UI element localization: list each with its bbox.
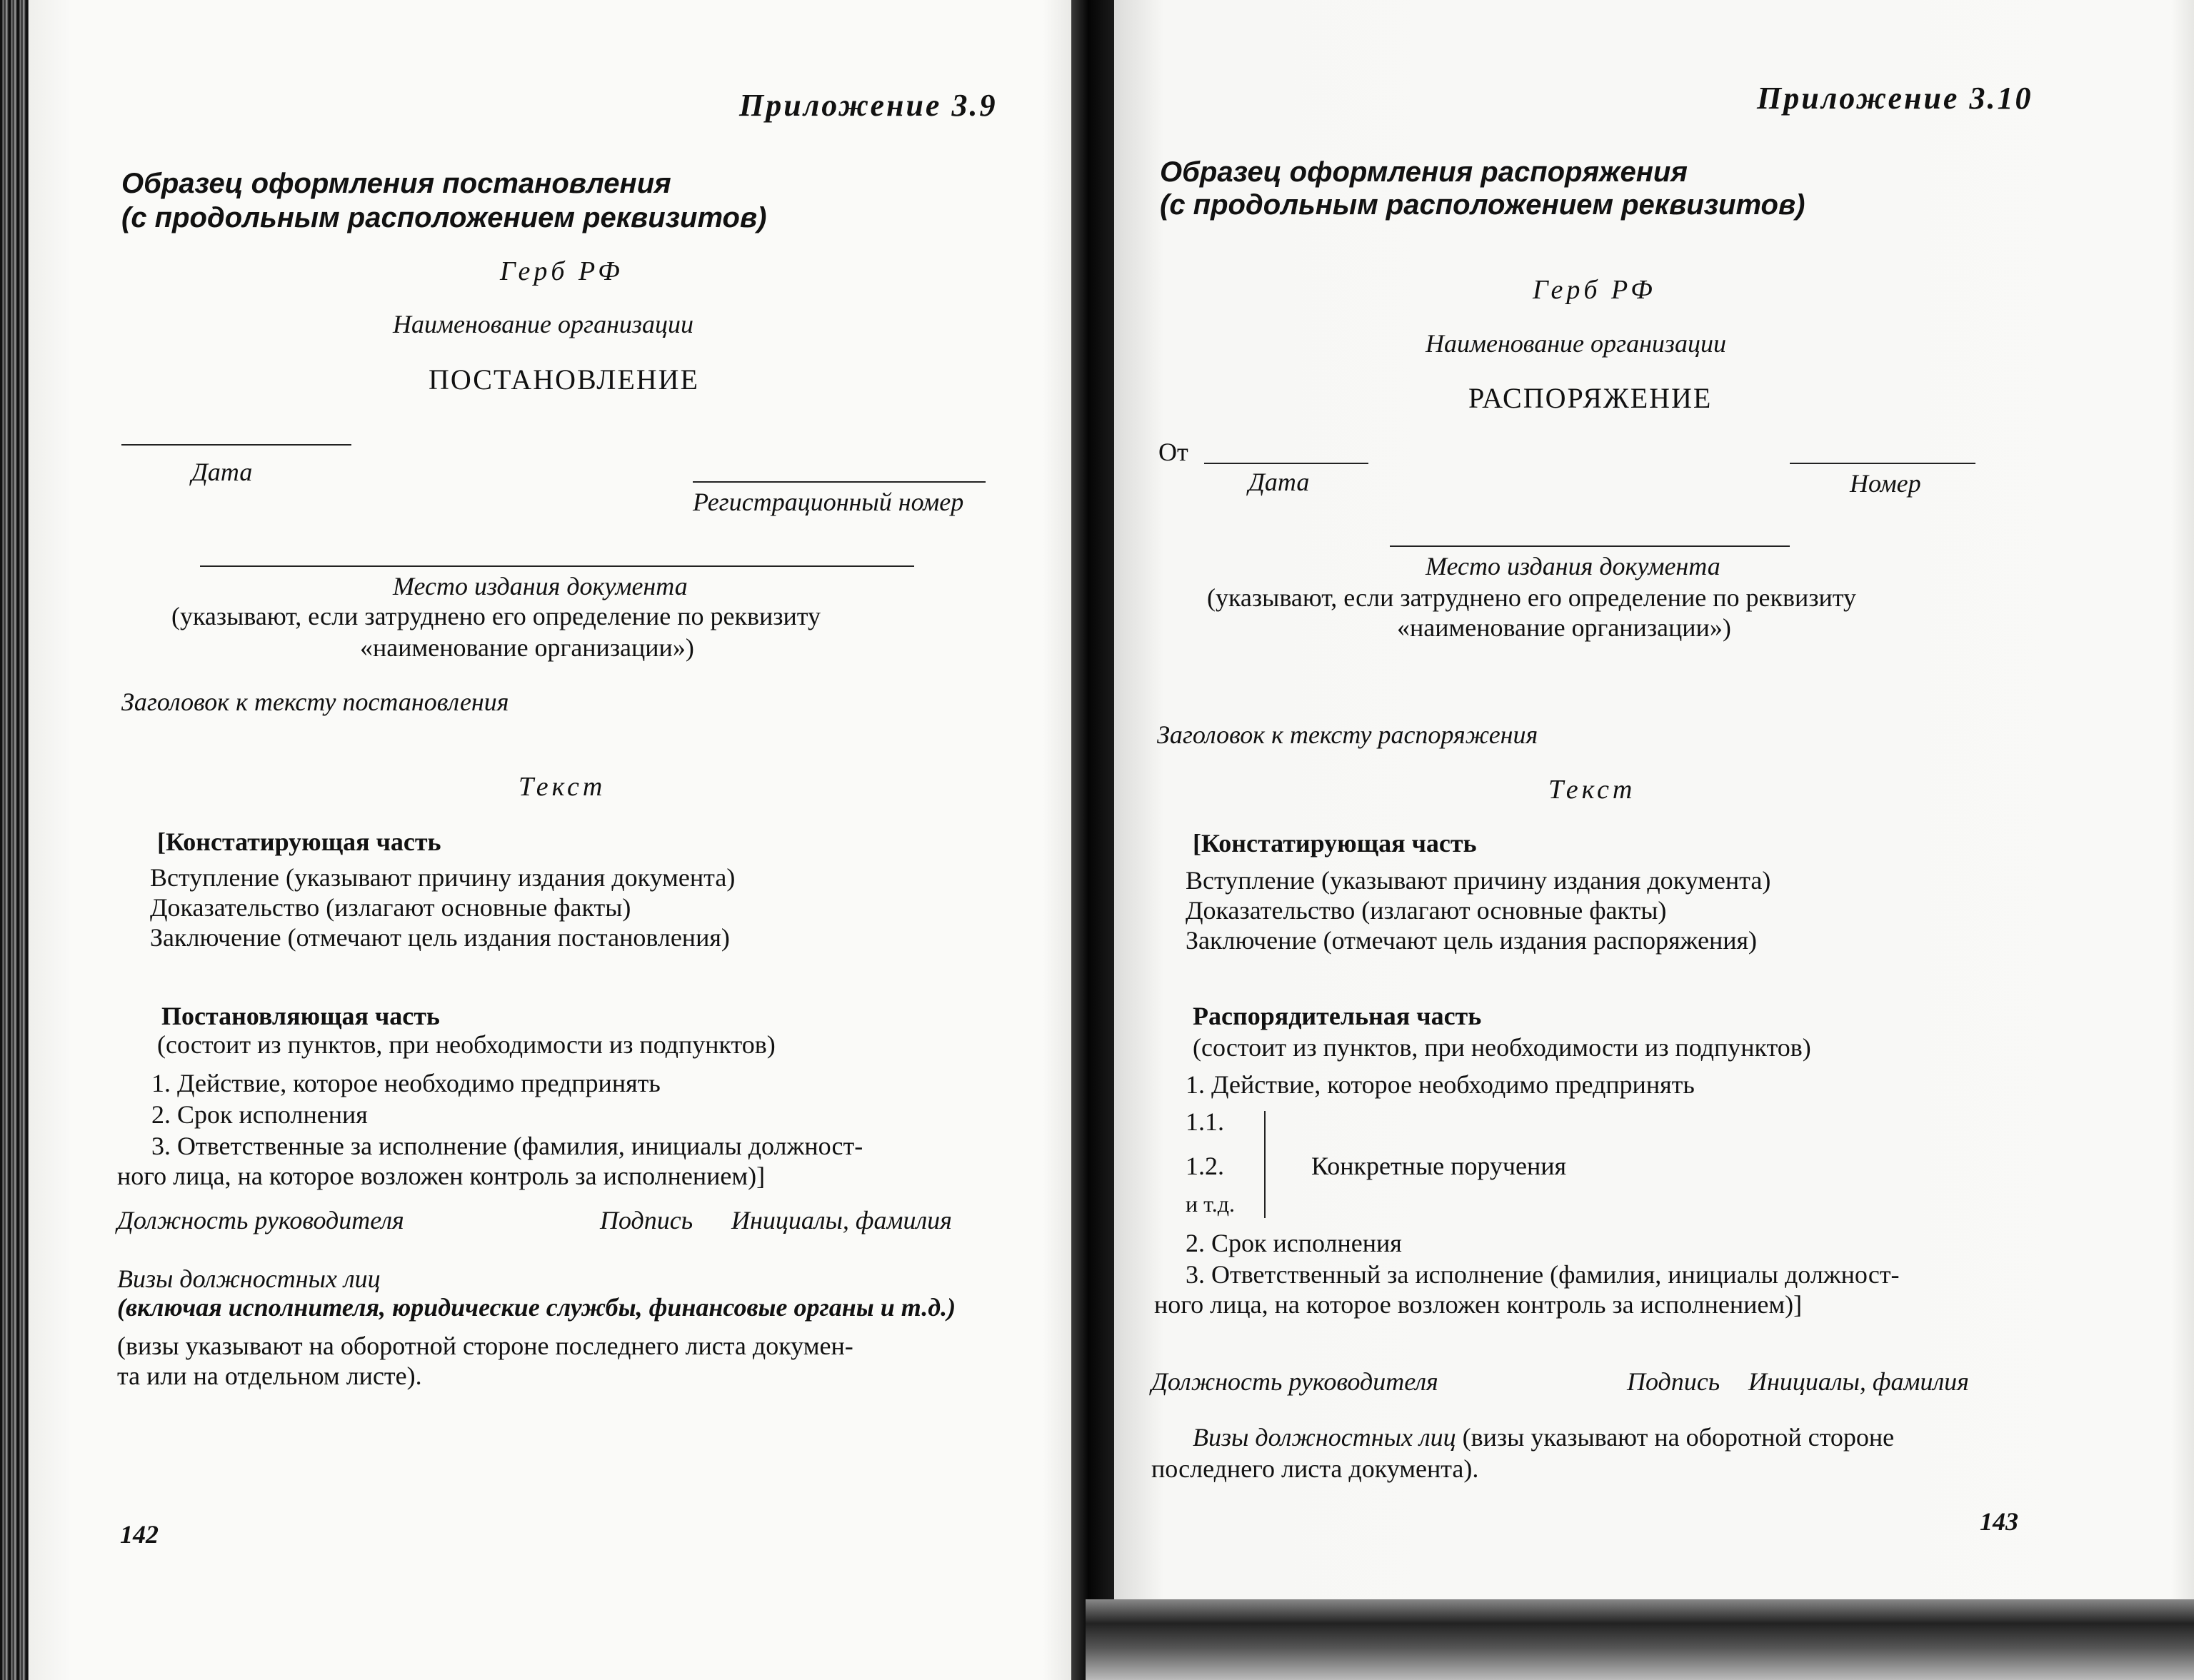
operative-line: 3. Ответственные за исполнение (фамилия, инициалы должност- [151, 1132, 863, 1160]
page-142 [29, 0, 1071, 1680]
item-1: 1. Действие, которое необходимо предпринять [1186, 1070, 1695, 1099]
operative-part-title: Постановляющая часть [161, 1002, 440, 1030]
emblem-label: Герб РФ [500, 256, 623, 286]
specific-orders: Конкретные поручения [1311, 1152, 1567, 1180]
operative-line: 1. Действие, которое необходимо предпринять [151, 1069, 661, 1097]
place-note-line2: «наименование организации») [1397, 613, 1731, 642]
visas-line1: Визы должностных лиц [117, 1264, 381, 1293]
signature-label: Подпись [600, 1206, 693, 1234]
operative-line: 2. Срок исполнения [151, 1100, 368, 1129]
from-label: От [1158, 438, 1188, 466]
document-type: РАСПОРЯЖЕНИЕ [1468, 382, 1713, 414]
sub-item: и т.д. [1186, 1191, 1235, 1217]
title-label: Заголовок к тексту распоряжения [1157, 720, 1538, 749]
stating-line: Доказательство (излагают основные факты) [150, 893, 631, 922]
operative-intro: (состоит из пунктов, при необходимости из подпунктов) [1193, 1033, 1811, 1062]
visas-note-line1: (визы указывают на оборотной стороне [1456, 1423, 1895, 1452]
item-2: 2. Срок исполнения [1186, 1229, 1402, 1257]
text-label: Текст [1548, 775, 1636, 805]
initials-label: Инициалы, фамилия [1748, 1367, 1969, 1396]
sub-items-brace [1257, 1111, 1266, 1218]
operative-line: (состоит из пунктов, при необходимости из подпунктов) [157, 1030, 776, 1059]
stating-part-title: [Констатирующая часть [157, 828, 441, 856]
appendix-title: Приложение 3.9 [739, 88, 998, 123]
operative-part-title: Распорядительная часть [1193, 1002, 1482, 1030]
initials-label: Инициалы, фамилия [731, 1206, 952, 1234]
stating-line: Доказательство (излагают основные факты) [1186, 896, 1667, 925]
place-note-line1: (указывают, если затруднено его определение по реквизиту [1207, 583, 1856, 612]
sample-heading-line2: (с продольным расположением реквизитов) [1160, 189, 1805, 221]
reg-number-line [693, 481, 986, 483]
position-label: Должность руководителя [117, 1206, 404, 1234]
place-line [1390, 545, 1790, 547]
number-line [1790, 463, 1975, 464]
stating-line: Заключение (отмечают цель издания постановления) [150, 923, 730, 952]
organization-name: Наименование организации [393, 310, 693, 338]
page-number: 142 [120, 1520, 159, 1549]
scan-bottom-edge [1086, 1599, 2194, 1680]
stating-line: Вступление (указывают причину издания документа) [150, 863, 736, 892]
position-label: Должность руководителя [1151, 1367, 1438, 1396]
number-label: Номер [1850, 469, 1921, 498]
appendix-title: Приложение 3.10 [1757, 81, 2033, 116]
text-label: Текст [519, 772, 606, 802]
place-note-line1: (указывают, если затруднено его определение по реквизиту [171, 602, 821, 630]
left-binding-edge [0, 0, 29, 1680]
place-line [200, 565, 914, 567]
date-label: Дата [191, 458, 253, 486]
stating-line: Заключение (отмечают цель издания распоряжения) [1186, 926, 1758, 955]
signature-label: Подпись [1627, 1367, 1720, 1396]
place-label: Место издания документа [393, 572, 688, 600]
page-143 [1114, 0, 2194, 1614]
title-label: Заголовок к тексту постановления [121, 688, 509, 716]
date-label: Дата [1248, 468, 1310, 496]
emblem-label: Герб РФ [1533, 275, 1656, 305]
sample-heading-line1: Образец оформления постановления [121, 168, 671, 199]
stating-part-title: [Констатирующая часть [1193, 829, 1477, 857]
sub-item: 1.1. [1186, 1107, 1224, 1136]
visas-note-line2: последнего листа документа). [1151, 1454, 1479, 1483]
place-note-line2: «наименование организации») [360, 633, 694, 662]
operative-line: ного лица, на которое возложен контроль за исполнением)] [117, 1162, 766, 1190]
reg-number-label: Регистрационный номер [693, 488, 964, 516]
place-label: Место издания документа [1426, 552, 1720, 580]
page-number: 143 [1980, 1507, 2018, 1536]
item-3-line1: 3. Ответственный за исполнение (фамилия, инициалы должност- [1186, 1260, 1900, 1289]
date-line [1204, 463, 1368, 464]
visas-note-line2: та или на отдельном листе). [117, 1362, 422, 1390]
sample-heading-line2: (с продольным расположением реквизитов) [121, 202, 767, 233]
visas-label: Визы должностных лиц [1193, 1423, 1456, 1452]
date-line [121, 444, 351, 446]
organization-name: Наименование организации [1426, 329, 1726, 358]
sample-heading-line1: Образец оформления распоряжения [1160, 156, 1688, 188]
book-gutter [1071, 0, 1114, 1680]
visas-line2: (включая исполнителя, юридические службы, финансовые органы и т.д.) [117, 1293, 956, 1322]
item-3-line2: ного лица, на которое возложен контроль за исполнением)] [1154, 1290, 1803, 1319]
visas-note-line1: (визы указывают на оборотной стороне последнего листа докумен- [117, 1332, 853, 1360]
document-type: ПОСТАНОВЛЕНИЕ [429, 363, 699, 396]
stating-line: Вступление (указывают причину издания документа) [1186, 866, 1771, 895]
sub-item: 1.2. [1186, 1152, 1224, 1180]
